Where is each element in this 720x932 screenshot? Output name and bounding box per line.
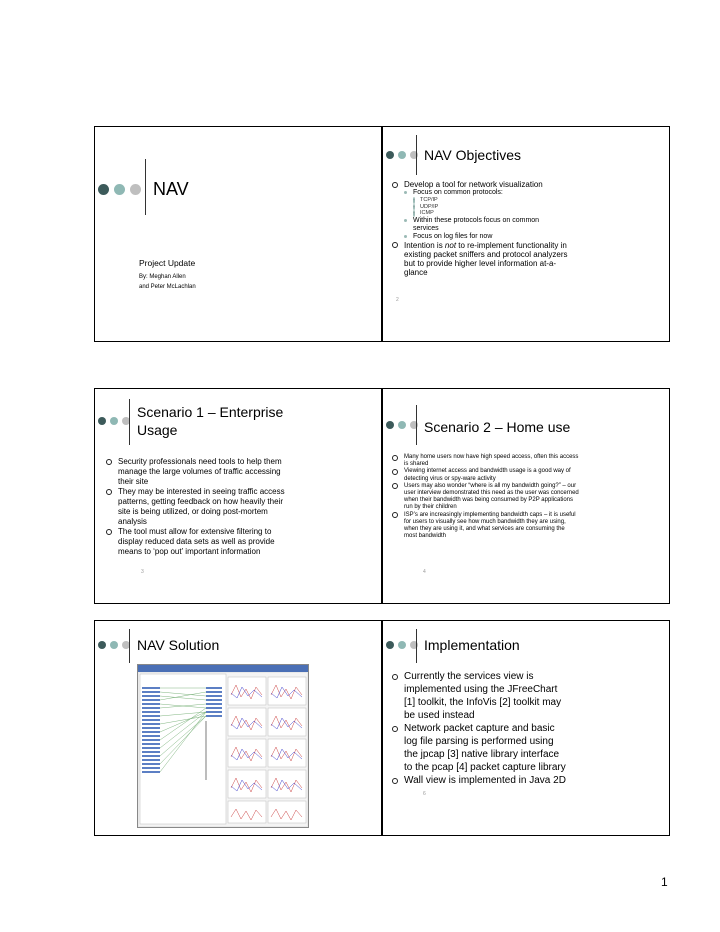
authors-line-2: and Peter McLachlan	[139, 284, 196, 290]
authors-line-1: By: Meghan Allen	[139, 274, 186, 280]
bullet-text: Focus on common protocols:	[413, 189, 503, 196]
slide-bullet-dots	[98, 184, 141, 195]
slide-5	[94, 620, 382, 836]
list-item: Security professionals need tools to help them manage the large volumes of traffic accessing their site	[105, 457, 295, 487]
list-item: Viewing internet access and bandwidth usage is a good way of detecting virus or spy-ware activity	[391, 468, 579, 482]
bullet-text: to re-implement functionality in existing packet sniffers and protocol analyzers but to provide higher level information at-a-glance	[404, 240, 568, 277]
title-divider	[129, 399, 130, 445]
list-item: Wall view is implemented in Java 2D	[391, 774, 566, 787]
list-item: Network packet capture and basic log file parsing is performed using the jpcap [3] native library interface to the pcap [4] packet capture library	[391, 722, 566, 774]
list-item: Currently the services view is implemented using the JFreeChart [1] toolkit, the InfoVis [2] toolkit may be used instead	[391, 670, 566, 722]
slide-title-line-1: Scenario 1 – Enterprise	[137, 404, 284, 420]
bullet-list	[391, 180, 661, 277]
teal-dot-icon	[114, 184, 125, 195]
list-item: The tool must allow for extensive filtering to display reduced data sets as well as provide means to ‘pop out’ important information	[105, 527, 295, 557]
teal-dot-icon	[398, 421, 406, 429]
dark-dot-icon	[386, 641, 394, 649]
list-item: Within these protocols focus on common services	[404, 217, 563, 233]
bullet-list	[391, 670, 566, 787]
slide-bullet-dots	[386, 641, 418, 649]
title-divider	[416, 135, 417, 175]
teal-dot-icon	[110, 641, 118, 649]
list-item: Many home users now have high speed access, often this access is shared	[391, 454, 579, 468]
title-divider	[416, 405, 417, 445]
bullet-text: Intention is	[404, 240, 445, 250]
title-divider	[129, 629, 130, 663]
list-item: Focus on log files for now	[404, 233, 661, 241]
page-number: 1	[661, 875, 668, 889]
title-divider	[145, 159, 146, 215]
slide-title-line-2: Usage	[137, 422, 178, 438]
bullet-list	[391, 454, 579, 540]
emphasis: not	[444, 240, 457, 250]
bullet-list	[105, 457, 295, 557]
list-item	[391, 180, 661, 241]
grey-dot-icon	[130, 184, 141, 195]
slide-4	[382, 388, 670, 604]
slide-title: NAV	[153, 179, 189, 199]
slide-1	[94, 126, 382, 342]
slide-number: 3	[141, 569, 144, 575]
list-item: They may be interested in seeing traffic access patterns, getting feedback on how heavily their site is being utilized, or doing post-mortem analysis	[105, 487, 295, 527]
slide-3	[94, 388, 382, 604]
screenshot-image	[138, 665, 308, 827]
list-item: ◦ UDP/IP	[413, 204, 661, 211]
slide-6	[382, 620, 670, 836]
nav-application-screenshot	[137, 664, 309, 828]
slide-2	[382, 126, 670, 342]
slide-title: Implementation	[424, 637, 520, 653]
list-item: ◦ TCP/IP	[413, 197, 661, 204]
dark-dot-icon	[386, 151, 394, 159]
slide-subtitle: Project Update	[139, 258, 196, 268]
list-item	[404, 189, 661, 217]
bullet-text: Develop a tool for network visualization	[404, 180, 543, 189]
slide-bullet-dots	[98, 641, 130, 649]
slide-bullet-dots	[386, 421, 418, 429]
list-item	[391, 241, 579, 277]
dark-dot-icon	[98, 184, 109, 195]
slide-number: 4	[423, 569, 426, 575]
dark-dot-icon	[98, 417, 106, 425]
title-divider	[416, 629, 417, 663]
list-item: Users may also wonder “where is all my bandwidth going?” – our user interview demonstrated this need as the user was concerned when their bandwidth was being consumed by P2P applications run by their children	[391, 483, 579, 512]
slide-bullet-dots	[98, 417, 130, 425]
slide-title: NAV Solution	[137, 637, 220, 653]
list-item: ISP’s are increasingly implementing bandwidth caps – it is useful for users to visually see how much bandwidth they are using, when they are using it, and what services are consuming the most bandwidth	[391, 512, 579, 541]
dark-dot-icon	[386, 421, 394, 429]
slide-title: NAV Objectives	[424, 147, 521, 163]
teal-dot-icon	[398, 151, 406, 159]
teal-dot-icon	[398, 641, 406, 649]
slide-number: 2	[396, 297, 399, 303]
dark-dot-icon	[98, 641, 106, 649]
slide-bullet-dots	[386, 151, 418, 159]
teal-dot-icon	[110, 417, 118, 425]
slide-number: 6	[423, 791, 426, 797]
slide-title: Scenario 2 – Home use	[424, 419, 571, 435]
list-item: ◦ ICMP	[413, 210, 661, 217]
